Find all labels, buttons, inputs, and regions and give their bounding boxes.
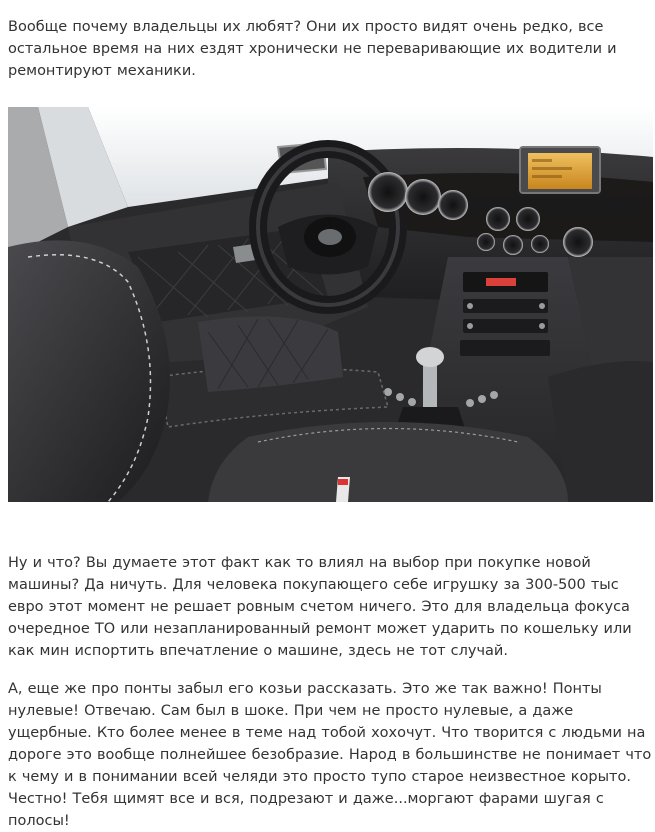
- intro-paragraph: Вообще почему владельцы их любят? Они их просто видят очень редко, все остальное время на них ездят хронически не переваривающие их водители и ремонтируют механики.: [8, 19, 617, 79]
- navigation-screen: [520, 147, 600, 193]
- body-paragraph-2: А, еще же про понты забыл его козьи рассказать. Это же так важно! Понты нулевые! Отвечаю. Сам был в шоке. При чем не просто нулевые, а даже ущербные. Кто более менее в теме над тобой хохочут. Что творится с людьми на дороге это вообще полнейшее безобразие. Народ в большинстве не понимает что к чему и в понимании всей челяди это просто тупо старое неизвестное корыто. Честно! Тебя щимят все и вся, подрезают и даже...моргают фарами шугая с полосы!: [8, 681, 652, 829]
- car-interior-photo: [8, 107, 653, 502]
- body-paragraph-1: Ну и что? Вы думаете этот факт как то влиял на выбор при покупке новой машины? Да ничуть. Для человека покупающего себе игрушку за 300-500 тыс евро этот момент не решает ровным счетом ничего. Это для владельца фокуса очередное ТО или незапланированный ремонт может ударить по кошельку или как мин испортить впечатление о машине, здесь не тот случай.: [8, 555, 632, 659]
- car-interior-illustration: [8, 107, 653, 502]
